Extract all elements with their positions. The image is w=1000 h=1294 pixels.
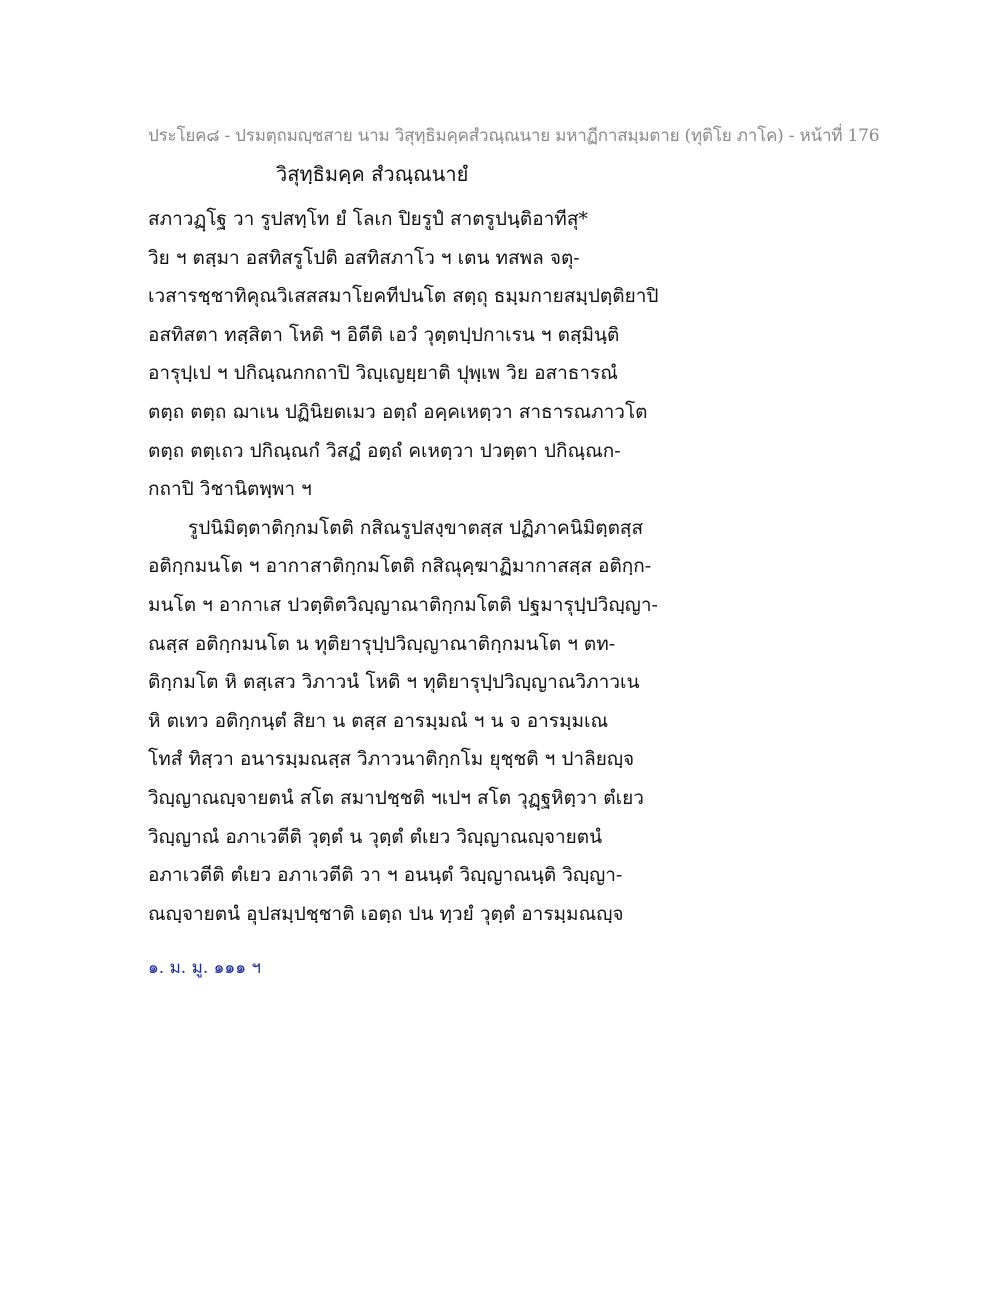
text-line: หิ ตเทว อติกฺกนฺตํ สิยา น ตสฺส อารมฺมณํ ฯ น จ อารมฺมเณ [148,709,609,732]
paragraph-1 [148,200,668,509]
text-line: ติกฺกมโต หิ ตสฺเสว วิภาวนํ โหติ ฯ ทุติยารุปฺปวิญฺญาณวิภาวเน [148,671,640,694]
body-text [148,200,668,933]
running-header: ประโยค๘ - ปรมตฺถมญฺชสาย นาม วิสุทฺธิมคฺคสํวณฺณนาย มหาฏีกาสมฺมตาย (ทุติโย ภาโค) - หน้าที่ 176 [148,126,880,146]
text-line: วิย ฯ ตสฺมา อสทิสรูโปติ อสทิสภาโว ฯ เตน ทสพล จตุ- [148,246,580,269]
footnote: ๑. ม. มู. ๑๑๑ ฯ [148,958,261,978]
text-line: มนโต ฯ อากาเส ปวตฺติตวิญฺญาณาติกฺกมโตติ ปฐมารุปฺปวิญฺญา- [148,593,658,616]
text-line: ณญฺจายตนํ อุปสมฺปชฺชาติ เอตฺถ ปน ทฺวยํ วุตฺตํ อารมฺมณญฺจ [148,902,624,925]
text-line: อสทิสตา ทสฺสิตา โหติ ฯ อิตีติ เอวํ วุตฺตปฺปกาเรน ฯ ตสฺมินฺติ [148,323,620,346]
text-line: วิญฺญาณญฺจายตนํ สโต สมาปชฺชติ ฯเปฯ สโต วุฏฺฐหิตฺวา ตํเยว [148,786,644,809]
text-line: อารุปฺเป ฯ ปกิณฺณกกถาปิ วิญฺเญยฺยาติ ปุพฺเพ วิย อสาธารณํ [148,362,618,385]
text-line: รูปนิมิตฺตาติกฺกมโตติ กสิณรูปสงฺขาตสฺส ปฏิภาคนิมิตฺตสฺส [188,516,644,539]
text-line: โทสํ ทิสฺวา อนารมฺมณสฺส วิภาวนาติกฺกโม ยุชฺชติ ฯ ปาลิยญฺจ [148,748,635,771]
text-line: อภาเวตีติ ตํเยว อภาเวตีติ วา ฯ อนนฺตํ วิญฺญาณนฺติ วิญฺญา- [148,864,623,887]
page-title: วิสุทฺธิมคฺค สํวณฺณนายํ [276,162,469,186]
text-line: ณสฺส อติกฺกมนโต น ทุติยารุปฺปวิญฺญาณาติกฺกมนโต ฯ ตท- [148,632,616,655]
text-line: เวสารชฺชาทิคุณวิเสสสมาโยคทีปนโต สตฺถุ ธมฺมกายสมฺปตฺติยาปิ [148,285,659,308]
text-line: ตตฺถ ตตฺเถว ปกิณฺณกํ วิสฏํ อตฺถํ คเหตฺวา ปวตฺตา ปกิณฺณก- [148,439,621,462]
text-line: อติกฺกมนโต ฯ อากาสาติกฺกมโตติ กสิณุคฺฆาฏิมากาสสฺส อติกฺก- [148,555,652,578]
text-line: ตตฺถ ตตฺถ ฌาเน ปฏินิยตเมว อตฺถํ อคฺคเหตฺวา สาธารณภาวโต [148,400,648,423]
paragraph-2 [148,509,668,934]
text-line: วิญฺญาณํ อภาเวตีติ วุตฺตํ น วุตฺตํ ตํเยว วิญฺญาณญฺจายตนํ [148,825,603,848]
text-line: สภาวฏฺโฐ วา รูปสทฺโท ยํ โลเก ปิยรูปํ สาตรูปนฺติอาทีสุ* [148,208,588,230]
text-line: กถาปิ วิชานิตพฺพา ฯ [148,478,312,501]
